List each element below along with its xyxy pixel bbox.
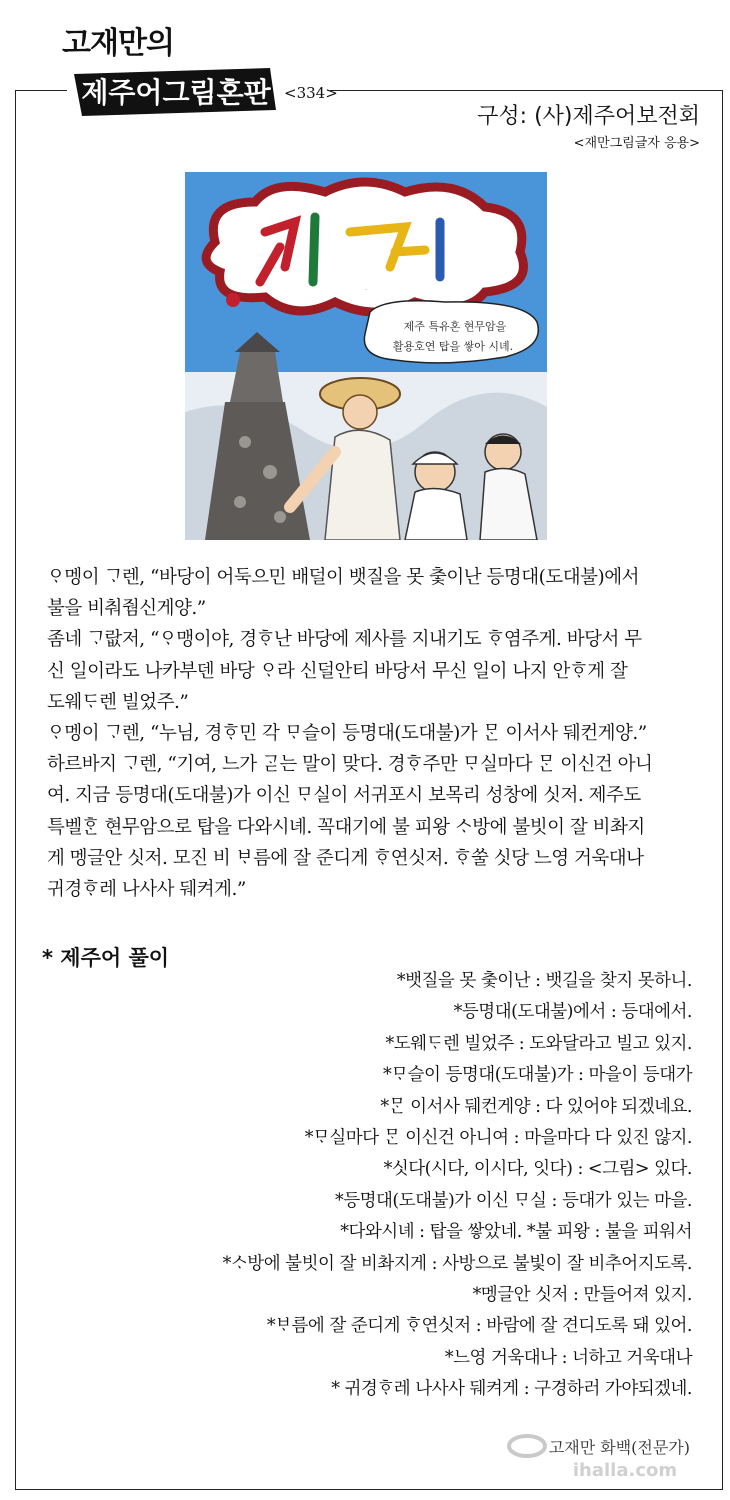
body-line: 귀경ᄒᆞ레 나사사 뒈켜게.”	[47, 879, 246, 901]
glossary-item: *느영 거욱대나 : 너하고 거욱대나	[444, 1347, 692, 1368]
credit-subline: <재만그림글자 응용>	[573, 136, 700, 151]
credit-line: 구성: (사)제주어보전회	[477, 104, 700, 129]
title-text: 싯다	[365, 290, 367, 291]
series-title: 고재만의	[62, 26, 174, 61]
glossary-item: *ᄇᆞ름에 잘 준디게 ᄒᆞ연싯저 : 바람에 잘 견디도록 돼 있어.	[266, 1316, 692, 1337]
glossary-item: *다와시녜 : 탑을 쌓았네. *불 피왕 : 불을 피워서	[340, 1222, 692, 1243]
glossary-item: * 귀경ᄒᆞ레 나사사 뒈켜게 : 구경하러 가야되겠네.	[331, 1379, 692, 1400]
glossary-item: *ᄆᆞ슬이 등명대(도대불)가 : 마을이 등대가	[382, 1065, 692, 1086]
body-line: 신 일이라도 나카부덴 바당 ᄋᆞ라 신덜안티 바당서 무신 일이 나지 안ᄒᆞ게 잘	[47, 660, 628, 682]
article-body	[47, 562, 697, 905]
glossary-item: *도웨ᄃᆞ렌 빌었주 : 도와달라고 빌고 있지.	[385, 1033, 692, 1054]
glossary-item: *ᄆᆞ실마다 ᄆᆞᆫ 이신건 아니여 : 마을마다 다 있진 않지.	[304, 1128, 692, 1149]
glossary-item: *멩글안 싯저 : 만들어져 있지.	[472, 1285, 692, 1306]
author-credit: 고재만 화백(전문가)	[548, 1438, 690, 1457]
glossary-item: *ᄉᆞ방에 불빗이 잘 비촤지게 : 사방으로 불빛이 잘 비추어지도록.	[222, 1253, 692, 1274]
body-line: 게 멩글안 싯저. 모진 비 ᄇᆞ름에 잘 준디게 ᄒᆞ연싯저. ᄒᆞ쑬 싯당 느영 거욱대나	[47, 847, 644, 869]
glossary-item: *등명대(도대불)에서 : 등대에서.	[453, 1002, 692, 1023]
issue-number: <334>	[284, 84, 338, 102]
bubble-line-1: 제주 특유혼 현무암을	[403, 320, 507, 333]
body-line: 도웨ᄃᆞ렌 빌었주.”	[47, 691, 189, 713]
body-line: 특벨ᄒᆞᆫ 현무암으로 탑을 다와시녜. 꼭대기에 불 피왕 ᄉᆞ방에 불빗이 잘 비촤지	[47, 816, 645, 838]
body-line: ᄋᆞ멩이 ᄀᆞ렌, “바당이 어둑으민 배덜이 뱃질을 못 춫이난 등명대(도대불)에서	[47, 567, 639, 588]
title-cloud	[206, 182, 523, 312]
body-line: 불을 비춰줨신게양.”	[47, 598, 206, 620]
glossary-list	[223, 966, 692, 1406]
bubble-line-2: 활용호연 탑을 쌓아 시녜.	[392, 340, 514, 353]
body-line: 여. 지금 등명대(도대불)가 이신 ᄆᆞ실이 서귀포시 보목리 성창에 싯저. 제주도	[47, 785, 641, 807]
glossary-item: *싯다(시다, 이시다, 잇다) : <그림> 있다.	[383, 1159, 692, 1180]
glossary-title: * 제주어 풀이	[42, 946, 170, 970]
illustration	[185, 172, 547, 540]
body-line: 좀네 ᄀᆞ랎저, “ᄋᆞ맹이야, 경ᄒᆞ난 바당에 제사를 지내기도 ᄒᆞ염주게. 바당서 무	[47, 629, 642, 651]
watermark-text: ihalla.com	[572, 1460, 678, 1481]
glossary-item: *ᄆᆞᆫ 이서사 뒈컨게양 : 다 있어야 되겠네요.	[380, 1096, 692, 1117]
body-line: ᄋᆞ멩이 ᄀᆞ렌, “누님, 경ᄒᆞ민 각 ᄆᆞ슬이 등명대(도대불)가 ᄆᆞᆫ 이서사 뒈컨게양.”	[47, 723, 647, 745]
glossary-item: *뱃질을 못 춫이난 : 뱃길을 찾지 못하니.	[396, 971, 692, 991]
glossary-item: *등명대(도대불)가 이신 ᄆᆞ실 : 등대가 있는 마을.	[334, 1190, 692, 1211]
logo-text: 제주어그림혼판	[81, 76, 271, 109]
body-line: 하르바지 ᄀᆞ렌, “기여, 느가 ᄀᆞᆮ는 말이 맞다. 경ᄒᆞ주만 ᄆᆞ실마다 ᄆᆞᆫ 이신건 아니	[47, 754, 653, 776]
